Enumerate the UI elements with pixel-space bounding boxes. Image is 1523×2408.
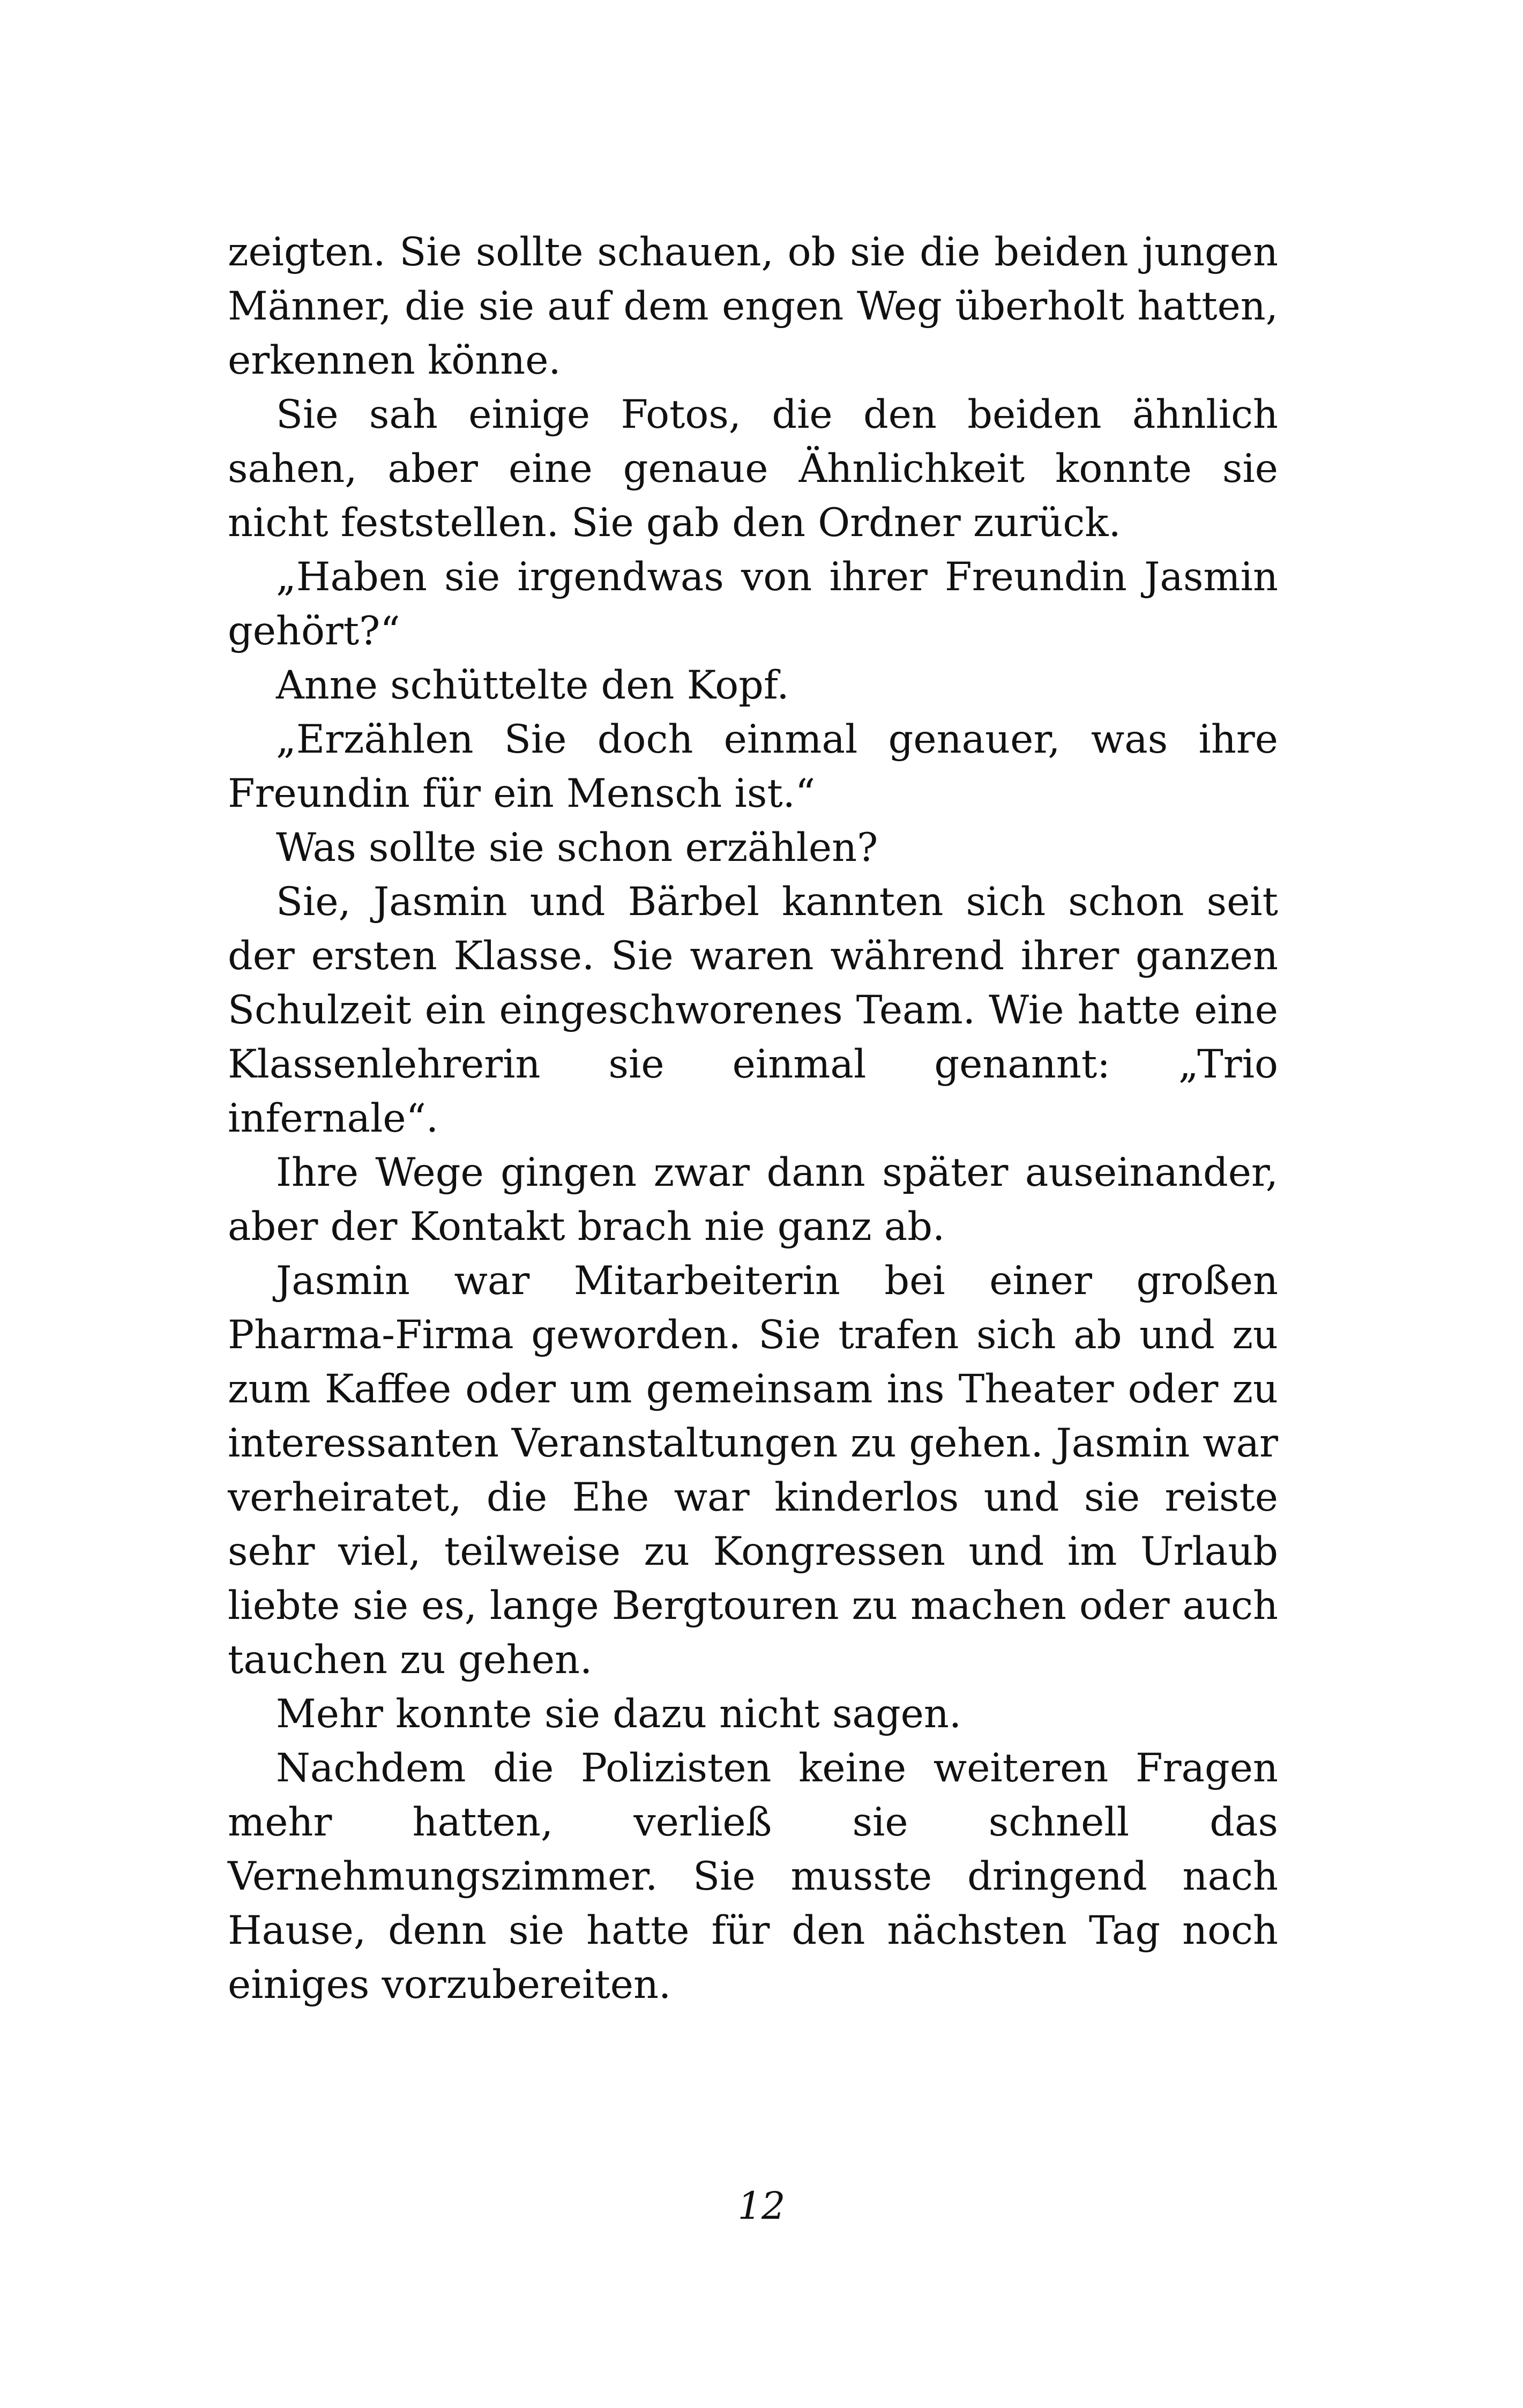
body-text [228, 225, 1278, 2012]
paragraph-2: Sie sah einige Fotos, die den beiden ähnlich sahen, aber eine genaue Ähnlichkeit konnte sie nicht feststellen. Sie gab den Ordner zurück. [228, 392, 1278, 546]
paragraph-5: „Erzählen Sie doch einmal genauer, was ihre Freundin für ein Mensch ist.“ [228, 717, 1278, 816]
paragraph-8: Ihre Wege gingen zwar dann später auseinander, aber der Kontakt brach nie ganz ab. [228, 1150, 1278, 1250]
paragraph-1: zeigten. Sie sollte schauen, ob sie die beiden jungen Männer, die sie auf dem engen Weg überholt hatten, erkennen könne. [228, 229, 1278, 383]
paragraph-6: Was sollte sie schon erzählen? [276, 825, 878, 871]
paragraph-3: „Haben sie irgendwas von ihrer Freundin Jasmin gehört?“ [228, 554, 1278, 654]
paragraph-7: Sie, Jasmin und Bärbel kannten sich schon seit der ersten Klasse. Sie waren während ihrer ganzen Schulzeit ein eingeschworenes Team. Wie hatte eine Klassenlehrerin sie einmal genannt: „Trio infernale“. [228, 879, 1278, 1141]
paragraph-4: Anne schüttelte den Kopf. [276, 663, 789, 708]
paragraph-9: Jasmin war Mitarbeiterin bei einer großen Pharma-Firma geworden. Sie trafen sich ab und zu zum Kaffee oder um gemeinsam ins Theater oder zu interessanten Veranstaltungen zu gehen. Jasmin war verheiratet, die Ehe war kinderlos und sie reiste sehr viel, teilweise zu Kongressen und im Urlaub liebte sie es, lange Bergtouren zu machen oder auch tauchen zu gehen. [228, 1258, 1278, 1683]
page-number: 12 [737, 2184, 786, 2228]
paragraph-10: Mehr konnte sie dazu nicht sagen. [276, 1691, 962, 1737]
paragraph-11: Nachdem die Polizisten keine weiteren Fragen mehr hatten, verließ sie schnell das Vernehmungszimmer. Sie musste dringend nach Hause, denn sie hatte für den nächsten Tag noch einiges vorzubereiten. [228, 1745, 1278, 2008]
